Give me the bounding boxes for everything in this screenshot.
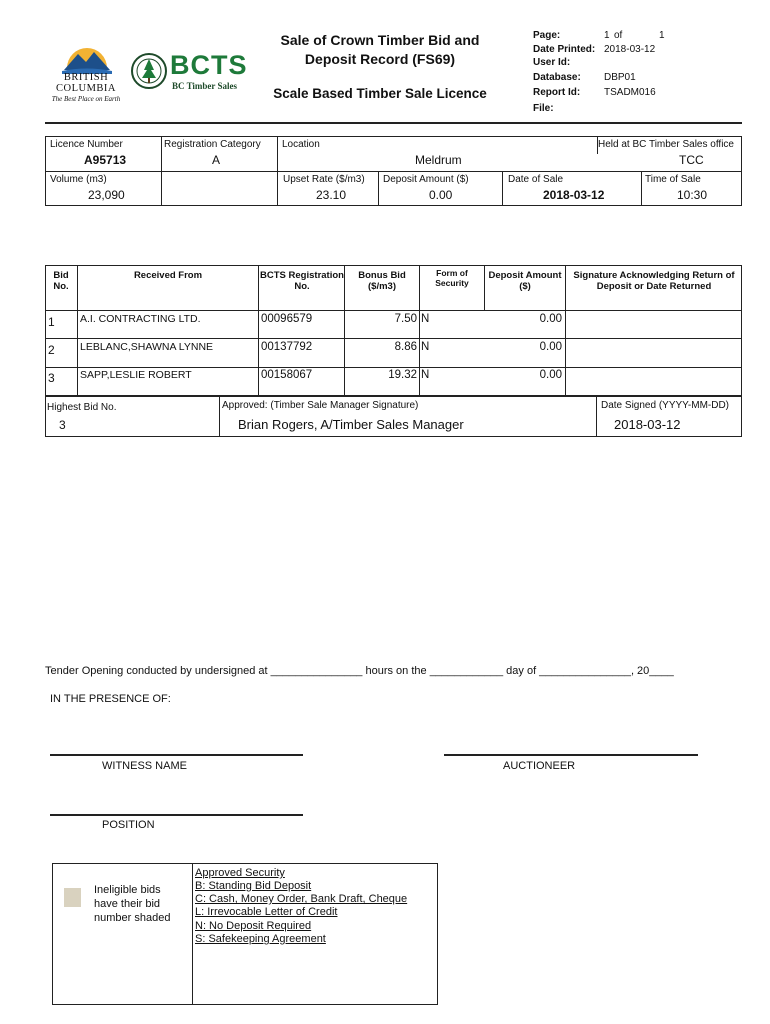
- legend-title: Approved Security: [195, 867, 285, 879]
- presence-label: IN THE PRESENCE OF:: [50, 693, 171, 705]
- approval-col-divider: [219, 396, 220, 437]
- registration-category-value: A: [212, 153, 221, 167]
- col-bid-no: Bid No.: [53, 270, 69, 292]
- report-id-value: TSADM016: [604, 87, 656, 98]
- ineligible-shade-swatch: [64, 888, 81, 907]
- witness-signature-line: [50, 754, 303, 756]
- bid-row-3-reg: 00158067: [261, 369, 313, 381]
- bcts-seal-icon: [130, 46, 168, 96]
- page-total: 1: [659, 30, 665, 41]
- bids-row-divider-2: [45, 367, 742, 368]
- location-label: Location: [282, 139, 320, 150]
- date-printed-label: Date Printed:: [533, 44, 596, 55]
- licence-col-divider-3: [378, 171, 379, 206]
- bcts-subtitle: BC Timber Sales: [172, 81, 238, 91]
- bid-row-3-no: 3: [48, 371, 55, 385]
- user-id-label: User Id:: [533, 57, 571, 68]
- licence-col-divider-4: [502, 171, 503, 206]
- upset-rate-value: 23.10: [316, 188, 347, 202]
- licence-number-label: Licence Number: [50, 139, 123, 150]
- approved-signature: Brian Rogers, A/Timber Sales Manager: [238, 417, 464, 432]
- page-number: 1: [604, 30, 610, 41]
- date-signed-label: Date Signed (YYYY-MM-DD): [601, 400, 730, 411]
- date-of-sale-value: 2018-03-12: [543, 188, 605, 202]
- file-label: File:: [533, 103, 554, 114]
- bid-row-2-security: N: [421, 341, 430, 353]
- bid-row-1-security: N: [421, 313, 430, 325]
- auctioneer-label: AUCTIONEER: [503, 760, 576, 772]
- bids-col-divider: [565, 265, 566, 396]
- bc-logo-line-2: COLUMBIA: [55, 83, 116, 94]
- bc-government-logo: [48, 40, 126, 104]
- bid-row-3-bonus: 19.32: [388, 369, 417, 381]
- time-of-sale-value: 10:30: [677, 188, 708, 202]
- time-of-sale-label: Time of Sale: [645, 174, 701, 185]
- bids-header-divider: [45, 310, 742, 311]
- highest-bid-label: Highest Bid No.: [47, 402, 117, 413]
- tender-opening-text: Tender Opening conducted by undersigned at _______________ hours on the ____________ day of _______________, 20____: [45, 665, 674, 677]
- sun-mountains-icon: [48, 40, 126, 74]
- bids-col-divider: [419, 265, 420, 396]
- report-id-label: Report Id:: [533, 87, 581, 98]
- approval-col-divider: [596, 396, 597, 437]
- held-at-label: Held at BC Timber Sales office: [598, 139, 734, 150]
- licence-col-divider-5: [641, 171, 642, 206]
- date-of-sale-label: Date of Sale: [508, 174, 564, 185]
- report-title-line-1: Sale of Crown Timber Bid and: [280, 32, 480, 48]
- bids-row-divider-1: [45, 338, 742, 339]
- col-deposit-amount: Deposit Amount ($): [488, 270, 562, 292]
- bids-col-divider: [77, 265, 78, 396]
- legend-item-s: S: Safekeeping Agreement: [195, 933, 326, 945]
- position-label: POSITION: [102, 819, 155, 831]
- location-value: Meldrum: [415, 153, 462, 167]
- volume-value: 23,090: [88, 188, 125, 202]
- bid-row-2-reg: 00137792: [261, 341, 313, 353]
- report-subtitle: Scale Based Timber Sale Licence: [273, 86, 487, 101]
- header-divider: [45, 122, 742, 124]
- bc-logo-line-1: BRITISH: [63, 72, 109, 83]
- registration-category-label: Registration Category: [164, 139, 261, 150]
- legend-item-n: N: No Deposit Required: [195, 920, 312, 932]
- bid-row-1-bonus: 7.50: [394, 313, 417, 325]
- legend-divider: [192, 863, 193, 1005]
- witness-name-label: WITNESS NAME: [102, 760, 187, 772]
- report-title-line-2: Deposit Record (FS69): [304, 51, 456, 67]
- bid-row-3-security: N: [421, 369, 430, 381]
- bcts-wordmark: BCTS: [170, 50, 248, 80]
- col-bcts-registration: BCTS Registration No.: [260, 270, 344, 292]
- ineligible-note: Ineligible bids have their bid number shaded: [94, 884, 171, 924]
- licence-number-value: A95713: [84, 153, 127, 167]
- page-label: Page:: [533, 30, 561, 41]
- bid-row-3-name: SAPP,LESLIE ROBERT: [80, 369, 192, 381]
- database-value: DBP01: [604, 72, 636, 83]
- highest-bid-value: 3: [59, 418, 66, 432]
- col-form-of-security: Form of Security: [435, 268, 469, 288]
- bids-col-divider: [484, 265, 485, 310]
- col-signature: Signature Acknowledging Return of Deposit or Date Returned: [573, 270, 735, 292]
- auctioneer-signature-line: [444, 754, 698, 756]
- licence-col-divider-1: [161, 136, 162, 206]
- licence-row-divider: [45, 171, 742, 172]
- deposit-amount-label: Deposit Amount ($): [383, 174, 469, 185]
- bid-row-2-deposit: 0.00: [539, 341, 562, 353]
- held-at-value: TCC: [679, 153, 704, 167]
- col-received-from: Received From: [133, 270, 203, 281]
- page-of: of: [614, 30, 623, 41]
- bid-row-1-reg: 00096579: [261, 313, 313, 325]
- date-printed-value: 2018-03-12: [604, 44, 656, 55]
- bid-row-1-deposit: 0.00: [539, 313, 562, 325]
- licence-col-divider-2: [277, 136, 278, 206]
- volume-label: Volume (m3): [50, 174, 107, 185]
- bcts-logo: [130, 44, 250, 100]
- legend-item-c: C: Cash, Money Order, Bank Draft, Cheque: [195, 893, 408, 905]
- position-signature-line: [50, 814, 303, 816]
- bid-row-3-deposit: 0.00: [539, 369, 562, 381]
- bid-row-2-name: LEBLANC,SHAWNA LYNNE: [80, 341, 214, 353]
- bid-row-1-no: 1: [48, 315, 55, 329]
- legend-item-b: B: Standing Bid Deposit: [195, 880, 312, 892]
- deposit-amount-value: 0.00: [429, 188, 453, 202]
- bid-row-2-no: 2: [48, 343, 55, 357]
- bc-logo-tagline: The Best Place on Earth: [51, 95, 121, 103]
- database-label: Database:: [533, 72, 581, 83]
- date-signed-value: 2018-03-12: [614, 417, 681, 432]
- bid-row-1-name: A.I. CONTRACTING LTD.: [80, 313, 201, 325]
- upset-rate-label: Upset Rate ($/m3): [283, 174, 365, 185]
- legend-item-l: L: Irrevocable Letter of Credit: [195, 906, 338, 918]
- bids-col-divider: [258, 265, 259, 396]
- approved-label: Approved: (Timber Sale Manager Signature): [222, 400, 419, 411]
- col-bonus-bid: Bonus Bid ($/m3): [358, 270, 406, 292]
- bid-row-2-bonus: 8.86: [394, 341, 417, 353]
